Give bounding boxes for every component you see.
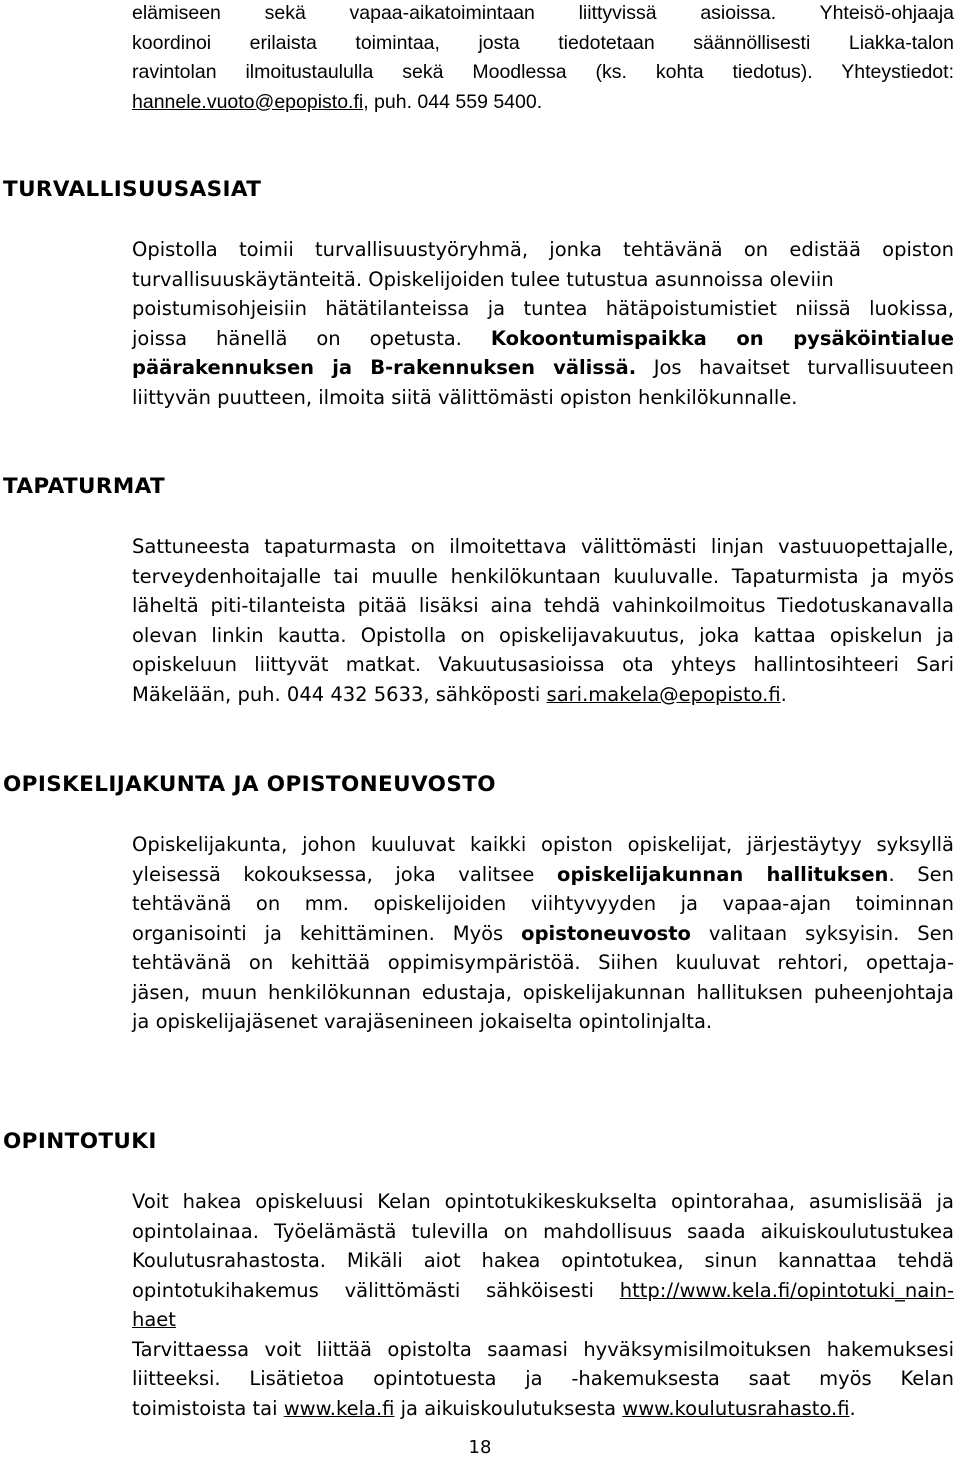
text-line: koordinoi erilaista toimintaa, josta tiedotetaan säännöllisesti Liakka-talon	[132, 31, 954, 54]
council-text: opistoneuvosto	[521, 921, 691, 945]
text-line	[132, 860, 954, 890]
text-line: Koulutusrahastosta. Mikäli aiot hakea opintotukea, sinun kannattaa tehdä	[132, 1249, 954, 1272]
page-number: 18	[468, 1437, 492, 1458]
section-heading-tapaturmat: TAPATURMAT	[3, 474, 166, 499]
text-line: tehtävänä on kehittää oppimisympäristöä. Siihen kuuluvat rehtori, opettaja-	[132, 951, 954, 974]
email-link-sari[interactable]: sari.makela@epopisto.fi	[546, 682, 781, 706]
text-line	[132, 1276, 954, 1306]
opiskelijakunta-paragraph	[132, 830, 954, 1037]
text-line: läheltä piti-tilanteista pitää lisäksi aina tehdä vahinkoilmoitus Tiedotuskanavalla	[132, 594, 954, 617]
phone-text: , puh. 044 559 5400.	[363, 90, 543, 113]
text-fragment: valitaan syksyisin. Sen	[690, 921, 954, 945]
text-line: Opiskelijakunta, johon kuuluvat kaikki opiston opiskelijat, järjestäytyy syksyllä	[132, 833, 954, 856]
text-fragment: .	[849, 1396, 856, 1420]
kela-opintotuki-link[interactable]: http://www.kela.fi/opintotuki_nain-	[619, 1278, 954, 1302]
text-fragment: Mäkelään, puh. 044 432 5633, sähköposti	[132, 682, 547, 706]
section-heading-turvallisuusasiat: TURVALLISUUSASIAT	[3, 177, 262, 202]
text-line	[132, 1394, 954, 1424]
text-fragment: . Sen	[888, 862, 955, 886]
text-line: tehtävänä on mm. opiskelijoiden viihtyvyyden ja vapaa-ajan toiminnan	[132, 892, 954, 915]
text-line: Sattuneesta tapaturmasta on ilmoitettava välittömästi linjan vastuuopettajalle,	[132, 535, 954, 558]
kela-link[interactable]: www.kela.fi	[283, 1396, 395, 1420]
text-line: opintolainaa. Työelämästä tulevilla on mahdollisuus saada aikuiskoulutustukea	[132, 1219, 954, 1243]
section-heading-opiskelijakunta: OPISKELIJAKUNTA JA OPISTONEUVOSTO	[3, 772, 496, 797]
tapaturmat-paragraph	[132, 532, 954, 709]
turvallisuus-paragraph	[132, 235, 954, 412]
text-line: poistumisohjeisiin hätätilanteissa ja tuntea hätäpoistumistiet niissä luokissa,	[132, 297, 954, 320]
assembly-point-text: päärakennuksen ja B-rakennuksen välissä.	[132, 356, 637, 379]
text-line: opiskeluun liittyvät matkat. Vakuutusasioissa ota yhteys hallintosihteeri Sari	[132, 653, 954, 676]
text-fragment: yleisessä kokouksessa, joka valitsee	[132, 862, 558, 886]
text-line: Voit hakea opiskeluusi Kelan opintotukikeskukselta opintorahaa, asumislisää ja	[132, 1190, 954, 1213]
text-line: liitteeksi. Lisätietoa opintotuesta ja -hakemuksesta saat myös Kelan	[132, 1367, 954, 1390]
text-line: ravintolan ilmoitustaululla sekä Moodlessa (ks. kohta tiedotus). Yhteystiedot:	[132, 61, 954, 83]
text-fragment: .	[780, 682, 787, 706]
text-fragment: ja aikuiskoulutuksesta	[394, 1396, 623, 1420]
text-line	[132, 680, 954, 710]
text-line: turvallisuuskäytänteitä. Opiskelijoiden tulee tutustua asunnoissa oleviin	[132, 267, 834, 291]
kela-opintotuki-link-continued[interactable]: haet	[132, 1308, 176, 1331]
text-fragment: joissa hänellä on opetusta.	[132, 326, 491, 350]
text-line: liittyvän puutteen, ilmoita siitä välittömästi opiston henkilökunnalle.	[132, 385, 798, 409]
text-fragment: toimistoista tai	[132, 1396, 284, 1420]
text-line: terveydenhoitajalle tai muulle henkilökuntaan kuuluvalle. Tapaturmista ja myös	[132, 564, 954, 588]
text-line: jäsen, muun henkilökunnan edustaja, opiskelijakunnan hallituksen puheenjohtaja	[132, 980, 954, 1004]
text-line: olevan linkin kautta. Opistolla on opiskelijavakuutus, joka kattaa opiskelun ja	[132, 623, 954, 647]
student-board-text: opiskelijakunnan hallituksen	[557, 862, 889, 886]
text-line	[132, 88, 954, 118]
text-line	[132, 919, 954, 949]
text-fragment: organisointi ja kehittäminen. Myös	[132, 921, 522, 945]
intro-paragraph	[132, 0, 954, 117]
email-link-hannele[interactable]: hannele.vuoto@epopisto.fi	[132, 90, 364, 113]
text-line	[132, 353, 954, 383]
text-line: ja opiskelijajäsenet varajäsenineen jokaiselta opintolinjalta.	[132, 1010, 713, 1033]
text-line	[132, 1305, 954, 1335]
text-line	[132, 324, 954, 354]
opintotuki-paragraph	[132, 1187, 954, 1423]
text-line: Tarvittaessa voit liittää opistolta saamasi hyväksymisilmoituksen hakemuksesi	[132, 1337, 954, 1361]
koulutusrahasto-link[interactable]: www.koulutusrahasto.fi	[622, 1396, 850, 1420]
text-line: elämiseen sekä vapaa-aikatoimintaan liittyvissä asioissa. Yhteisö-ohjaaja	[132, 2, 954, 24]
text-fragment: Jos havaitset turvallisuuteen	[636, 356, 954, 379]
text-line: Opistolla toimii turvallisuustyöryhmä, jonka tehtävänä on edistää opiston	[132, 238, 954, 261]
text-fragment: opintotukihakemus välittömästi sähköisesti	[132, 1278, 620, 1302]
assembly-point-text: Kokoontumispaikka on pysäköintialue	[490, 326, 954, 350]
section-heading-opintotuki: OPINTOTUKI	[3, 1129, 157, 1154]
